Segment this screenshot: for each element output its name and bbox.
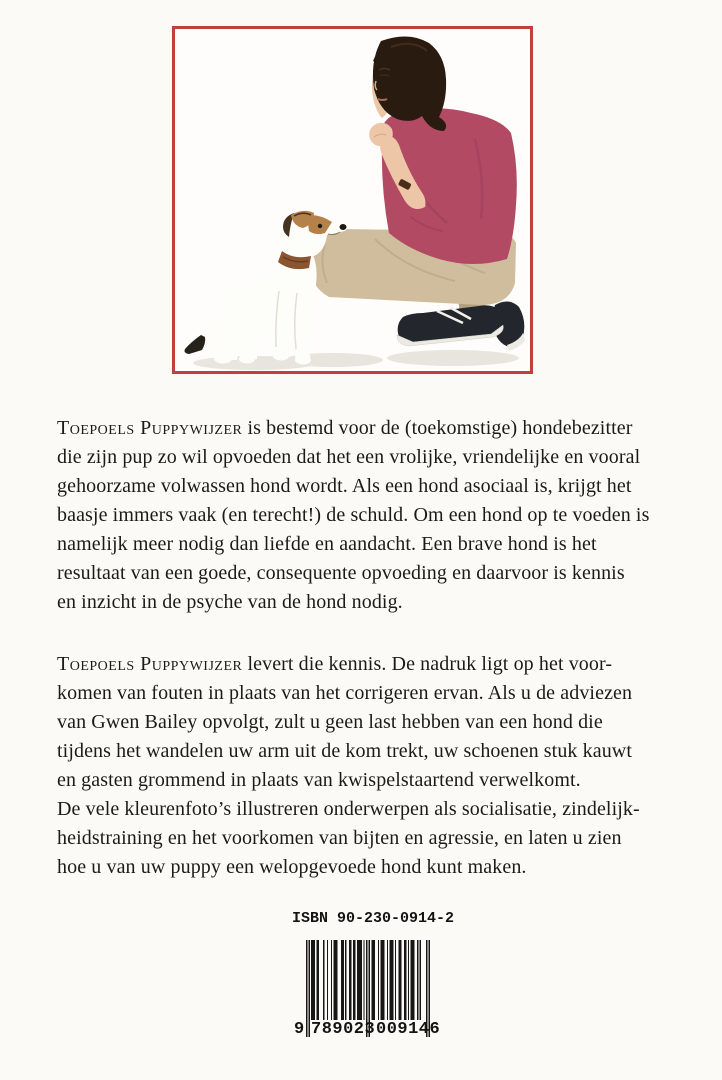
book-title-smallcaps: Toepoels Puppywijzer — [57, 653, 243, 675]
book-title-smallcaps: Toepoels Puppywijzer — [57, 417, 243, 439]
blurb — [57, 414, 649, 882]
barcode-digits: 789023 — [311, 1020, 376, 1039]
barcode-digits: 9 — [294, 1020, 305, 1039]
puppy-eye — [318, 224, 322, 228]
blurb-line: tijdens het wandelen uw arm uit de kom trekt, uw schoenen stuk kauwt — [57, 740, 633, 762]
blurb-line: Toepoels Puppywijzer levert die kennis. De nadruk ligt op het voor- — [57, 653, 613, 675]
blurb-line: gehoorzame volwassen hond wordt. Als een hond asociaal is, krijgt het — [57, 475, 632, 497]
blurb-line: komen van fouten in plaats van het corrigeren ervan. Als u de adviezen — [57, 682, 633, 704]
blurb-line: en inzicht in de psyche van de hond nodig. — [57, 591, 403, 613]
blurb-line: resultaat van een goede, consequente opvoeding en daarvoor is kennis — [57, 562, 625, 584]
isbn-label: ISBN 90-230-0914-2 — [291, 910, 455, 927]
blurb-line: baasje immers vaak (en terecht!) de schuld. Om een hond op te voeden is — [57, 504, 650, 526]
cover-photo-frame — [172, 26, 533, 374]
blurb-line: hoe u van uw puppy een welopgevoede hond kunt maken. — [57, 856, 527, 878]
blurb-line: die zijn pup zo wil opvoeden dat het een vrolijke, vriendelijke en vooral — [57, 446, 641, 468]
woman-head — [372, 36, 446, 131]
blurb-paragraph-1 — [57, 414, 649, 617]
blurb-line: heidstraining en het voorkomen van bijten en agressie, en laten u zien — [57, 827, 622, 849]
puppy-nose — [340, 224, 347, 230]
blurb-line: van Gwen Bailey opvolgt, zult u geen last hebben van een hond die — [57, 711, 603, 733]
blurb-line: en gasten grommend in plaats van kwispelstaartend verwelkomt. — [57, 769, 581, 791]
blurb-line: De vele kleurenfoto’s illustreren onderwerpen als socialisatie, zindelijk- — [57, 798, 640, 820]
barcode-digits: 009146 — [376, 1020, 441, 1039]
blurb-line: namelijk meer nodig dan liefde en aandacht. Een brave hond is het — [57, 533, 597, 555]
blurb-paragraph-2 — [57, 650, 649, 882]
barcode-section — [288, 910, 458, 1046]
blurb-line: Toepoels Puppywijzer is bestemd voor de (toekomstige) hondebezitter — [57, 417, 633, 439]
cover-photo — [175, 29, 530, 371]
